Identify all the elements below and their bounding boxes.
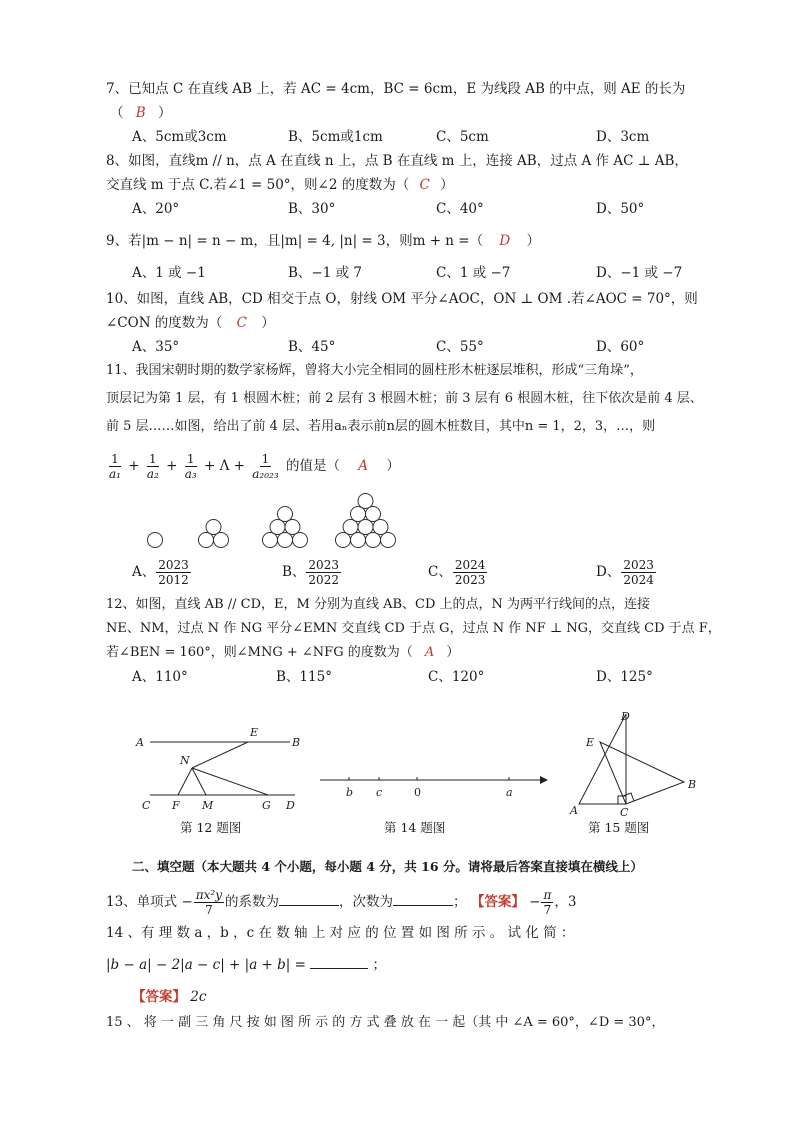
q11-option-c — [428, 556, 488, 588]
denominator: a₂ — [146, 467, 159, 481]
log-circle — [373, 520, 388, 535]
numerator: 2024 — [454, 558, 486, 572]
log-circle — [214, 533, 229, 548]
arrow-head — [540, 776, 548, 784]
q7-option-d: D、3cm — [596, 129, 650, 145]
triangle-ade — [579, 714, 626, 804]
fraction — [194, 888, 224, 917]
log-circle — [343, 520, 358, 535]
q9-option-a: A、1 或 −1 — [132, 265, 206, 281]
q13-mid2: ，次数为 — [339, 894, 394, 910]
log-circle — [278, 507, 293, 522]
q15-line-1: 15 、 将 一 副 三 角 尺 按 如 图 所 示 的 方 式 叠 放 在 一 起（其 中 ∠A = 60°，∠D = 30°， — [106, 1015, 665, 1030]
q8-option-c: C、40° — [436, 201, 484, 217]
option-label: C、 — [428, 564, 452, 580]
log-circle — [381, 533, 396, 548]
q11-option-a — [132, 556, 192, 588]
denominator: 2022 — [308, 573, 339, 587]
segment-nf — [178, 768, 192, 795]
q7-stem-text: 7、已知点 C 在直线 AB 上，若 AC = 4cm，BC = 6cm，E 为线段 AB 的中点，则 AE 的长为 — [106, 81, 686, 97]
paren-close: ） — [440, 177, 454, 193]
denominator: 2012 — [158, 573, 189, 587]
q7-option-b: B、5cm或1cm — [288, 129, 383, 145]
numerator: 2023 — [623, 558, 654, 572]
numerator: 1 — [149, 452, 157, 466]
log-circle — [285, 520, 300, 535]
fraction — [145, 452, 161, 481]
q10-answer: C — [236, 315, 247, 331]
log-circle — [351, 507, 366, 522]
q13-pre: 13、单项式 − — [106, 894, 193, 910]
option-label: A、 — [132, 564, 156, 580]
q9-stem-text: 9、若|m − n| = n − m，且|m| = 4, |n| = 3，则m + n =（ — [106, 233, 484, 249]
log-circle — [293, 533, 308, 548]
q11-expression — [106, 448, 400, 484]
label-zero: 0 — [414, 786, 421, 799]
denominator: a₃ — [184, 467, 197, 481]
plus-sign: + — [128, 458, 140, 474]
log-circle — [358, 520, 373, 535]
option-label: B、 — [282, 564, 306, 580]
q11-option-b — [282, 556, 342, 588]
ellipsis-plus: + Λ + — [204, 458, 245, 474]
fraction — [107, 452, 123, 481]
label-b: B — [688, 778, 697, 791]
fraction — [453, 558, 488, 587]
log-circle — [206, 520, 221, 535]
triangle-ecb — [600, 742, 684, 804]
numerator: 2023 — [308, 558, 339, 572]
q9-option-d: D、−1 或 −7 — [596, 265, 683, 281]
answer-tag: 【答案】 — [470, 894, 525, 910]
q10-stem-1: 10、如图，直线 AB，CD 相交于点 O，射线 OM 平分∠AOC，ON ⊥ OM .若∠AOC = 70°，则 — [106, 291, 698, 307]
section-2-title: 二、填空题（本大题共 4 个小题，每小题 4 分，共 16 分。请将最后答案直接填在横线上） — [132, 859, 643, 874]
log-circle — [270, 520, 285, 535]
q13-answer-degree: ，3 — [554, 894, 577, 910]
paren-close: ） — [261, 315, 275, 331]
q9-stem — [106, 232, 540, 250]
q8-answer: C — [419, 177, 430, 193]
paren-close: ） — [158, 105, 172, 121]
q14-line-1: 14 、有 理 数 a ，b ，c 在 数 轴 上 对 应 的 位 置 如 图 所 示 。 试 化 简 ： — [106, 925, 575, 941]
figure-12 — [130, 722, 310, 822]
q12-option-a: A、110° — [132, 669, 188, 685]
q11-line-3: 前 5 层……如图，给出了前 4 层、若用aₙ表示前n层的圆木桩数目，其中n = 1，2，3，…，则 — [106, 419, 656, 434]
segment-ne — [192, 742, 248, 768]
denominator: a₂₀₂₃ — [252, 467, 279, 481]
q14-line-2 — [106, 956, 386, 974]
answer-tag: 【答案】 — [132, 989, 186, 1005]
numerator: 1 — [261, 452, 270, 466]
log-circle — [278, 533, 293, 548]
log-circle — [263, 533, 278, 548]
q7-answer-line — [110, 104, 172, 122]
label-a: a — [506, 786, 513, 799]
q10-stem-2 — [106, 314, 275, 332]
figure-12-caption: 第 12 题图 — [180, 820, 242, 835]
q8-stem-2-text: 交直线 m 于点 C.若∠1 = 50°，则∠2 的度数为（ — [106, 177, 410, 193]
q8-option-a: A、20° — [132, 201, 180, 217]
q10-option-a: A、35° — [132, 339, 180, 355]
label-b: b — [346, 786, 354, 799]
q11-option-d — [596, 556, 657, 588]
q9-answer: D — [499, 233, 511, 249]
answer-blank[interactable] — [393, 893, 453, 906]
label-c: c — [376, 786, 383, 799]
q13-mid: 的系数为 — [225, 894, 280, 910]
log-circle — [351, 533, 366, 548]
numerator: πx²y — [195, 888, 223, 902]
label-c: C — [620, 806, 629, 818]
figure-14-number-line — [318, 768, 550, 800]
q14-answer: 2c — [190, 989, 207, 1005]
paren-close: ） — [446, 645, 460, 660]
numerator: 1 — [111, 452, 119, 466]
q14-answer-line — [132, 988, 206, 1006]
q11-line-2: 顶层记为第 1 层，有 1 根圆木桩；前 2 层有 3 根圆木桩；前 3 层有 6 根圆木桩，往下依次是前 4 层、 — [106, 391, 703, 406]
q7-stem — [106, 80, 685, 98]
paren-close: ） — [386, 458, 400, 474]
semicolon: ； — [372, 957, 387, 973]
semicolon: ； — [453, 894, 467, 910]
denominator: 7 — [205, 903, 213, 917]
q8-option-d: D、50° — [596, 201, 645, 217]
log-circle — [366, 507, 381, 522]
q12-line-3-text: 若∠BEN = 160°，则∠MNG + ∠NFG 的度数为（ — [106, 645, 413, 660]
label-e: E — [250, 726, 259, 739]
label-a: A — [570, 804, 578, 817]
label-e: E — [586, 736, 595, 749]
label-g: G — [262, 799, 271, 812]
q12-line-2: NE、NM，过点 N 作 NG 平分∠EMN 交直线 CD 于点 G，过点 N 作 NF ⊥ NG，交直线 CD 于点 F， — [106, 621, 721, 636]
q12-option-b: B、115° — [276, 669, 332, 685]
numerator: π — [543, 888, 552, 902]
log-circle — [366, 533, 381, 548]
q13-line — [106, 884, 576, 920]
fraction — [541, 888, 553, 917]
numerator: 2023 — [158, 558, 189, 572]
q9-option-b: B、−1 或 7 — [288, 265, 362, 281]
q10-option-b: B、45° — [288, 339, 336, 355]
label-n: N — [180, 754, 190, 767]
q11-line-1: 11、我国宋朝时期的数学家杨辉，曾将大小完全相同的圆柱形木桩逐层堆积，形成“三角垛”， — [106, 363, 643, 378]
q10-option-c: C、55° — [436, 339, 484, 355]
numerator: 1 — [186, 452, 195, 466]
option-label: D、 — [596, 564, 621, 580]
q8-stem-2 — [106, 176, 454, 194]
figure-14-caption: 第 14 题图 — [384, 820, 446, 835]
triangle-pile-figure — [140, 490, 400, 552]
q12-line-1: 12、如图，直线 AB // CD，E，M 分别为直线 AB、CD 上的点，N 为两平行线间的点，连接 — [106, 597, 651, 612]
q13-answer-sign: − — [529, 894, 541, 910]
paren-open: （ — [110, 105, 124, 121]
log-circle — [336, 533, 351, 548]
denominator: 2024 — [623, 573, 654, 587]
q10-stem-2-text: ∠CON 的度数为（ — [106, 315, 223, 331]
figure-15-caption: 第 15 题图 — [588, 820, 650, 835]
q11-tail: 的值是（ — [285, 458, 340, 474]
plus-sign: + — [166, 458, 178, 474]
label-d: D — [621, 710, 630, 723]
q8-stem-1: 8、如图，直线m // n，点 A 在直线 n 上，点 B 在直线 m 上，连接 AB，过点 A 作 AC ⊥ AB， — [106, 153, 688, 169]
label-d: D — [286, 799, 295, 812]
q7-answer: B — [135, 105, 146, 121]
fraction — [306, 558, 341, 587]
q8-option-b: B、30° — [288, 201, 336, 217]
q12-option-d: D、125° — [596, 669, 653, 685]
answer-blank[interactable] — [310, 956, 368, 969]
figure-15 — [564, 706, 704, 818]
q10-option-d: D、60° — [596, 339, 645, 355]
log-circle — [199, 533, 214, 548]
log-circle — [148, 533, 163, 548]
fraction — [183, 452, 199, 481]
q12-option-c: C、120° — [428, 669, 485, 685]
fraction — [621, 558, 656, 587]
denominator: a₁ — [109, 467, 121, 481]
q9-option-c: C、1 或 −7 — [436, 265, 511, 281]
denominator: 2023 — [454, 573, 486, 587]
fraction — [156, 558, 191, 587]
fraction — [250, 452, 280, 481]
q11-answer: A — [358, 458, 369, 474]
q7-option-c: C、5cm — [436, 129, 489, 145]
label-f: F — [172, 799, 180, 812]
answer-blank[interactable] — [279, 893, 339, 906]
label-a: A — [136, 736, 144, 749]
label-c: C — [142, 799, 151, 812]
paren-close: ） — [526, 233, 541, 249]
q12-answer: A — [424, 645, 435, 660]
log-circle — [358, 494, 373, 509]
denominator: 7 — [543, 903, 552, 917]
q14-expression: |b − a| − 2|a − c| + |a + b| = — [106, 957, 306, 973]
label-b: B — [292, 736, 301, 749]
q12-line-3 — [106, 644, 459, 662]
label-m: M — [202, 799, 214, 812]
q7-option-a: A、5cm或3cm — [132, 129, 227, 145]
